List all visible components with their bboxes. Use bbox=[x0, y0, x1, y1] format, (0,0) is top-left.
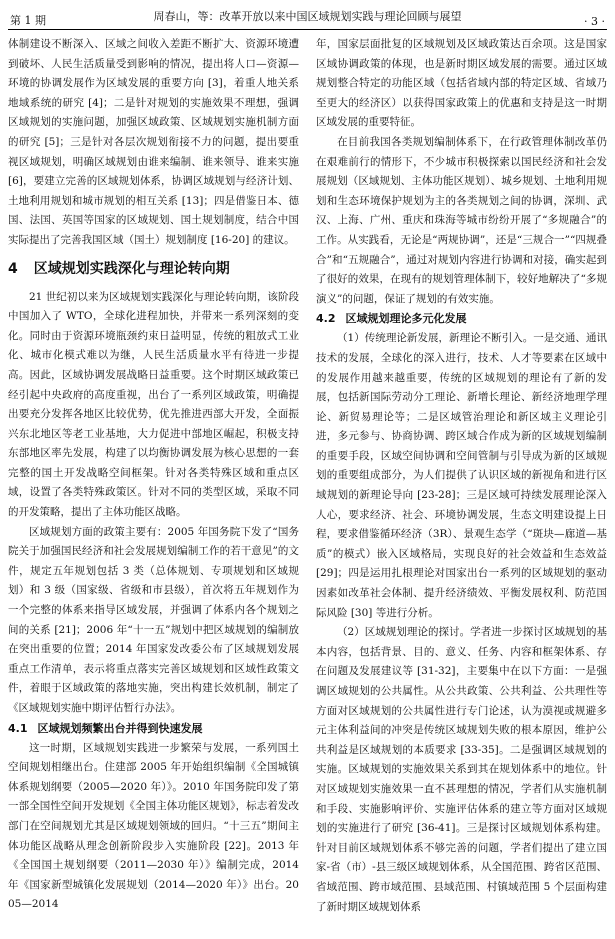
running-title: 周春山，等：改革开放以来中国区域规划实践与理论回顾与展望 bbox=[153, 10, 462, 23]
subsection-number: 4.2 bbox=[316, 312, 336, 326]
subsection-heading bbox=[316, 309, 607, 329]
paragraph: 在目前我国各类规划编制体系下，在行政管理体制改革仍在艰难前行的情形下，不少城市积极探索以国民经济和社会发展规划（区域规划、主体功能区规划）、城乡规划、土地利用规划和生态环境保护规划为主的各类规划之间的协调，深圳、武汉、上海、广州、重庆和珠海等城市纷纷开展了“多规融合”的工作。从实践看，无论是“两规协调”，还是“三规合一”“四规叠合”和“五规融合”，通过对规划内容进行协调和对接，确实起到了很好的效果，在现有的规划管理体制下，较好地解决了“多规演义”的问题，保证了规划的有效实施。 bbox=[316, 135, 607, 305]
journal-issue: 第 1 期 bbox=[10, 14, 46, 27]
page-header bbox=[10, 8, 605, 28]
header-rule bbox=[8, 29, 607, 30]
paragraph: （2）区域规划理论的探讨。学者进一步探讨区域规划的基本内容，包括背景、目的、意义、任务、内容和框架体系、存在问题及发展建议等 [31-32]，主要集中在以下方面：一是强调区域规划的公共属性。从公共政策、公共利益、公共理性等方面对区域规划的公共属性进行专门论述，认为漠视或规避多元主体利益间的冲突是传统区域规划失败的根本原因，维护公共利益是区域规划的本质要求 [33-35]。二是强调区域规划的实施。区域规划的实施效果关系到其在规划体系中的地位。针对区域规划实施效果一直不甚理想的情况，学者们从实施机制和手段、实施影响评价、实施评估体系的建立等方面对区域规划的实施进行了研究 [36-41]。三是探讨区域规划体系构建。针对目前区域规划体系不够完善的问题，学者们提出了建立国家-省（市）-县三级区域规划体系，从全国范围、跨省区范围、省域范围、跨市域范围、县域范围、村镇域范围 5 个层面构建了新时期区域规划体系 bbox=[316, 626, 607, 913]
paragraph: 这一时期，区域规划实践进一步繁荣与发展，一系列国土空间规划相继出台。住建部 2005 年开始组织编制《全国城镇体系规划纲要（2005—2020 年）》。2010 年国务院印发了第一部全国性空间开发规划《全国主体功能区规划》，标志着发改部门在空间规划尤其是区域规划领域的回归。“十三五”期间主体功能区战略从理念创新阶段步入实施阶段 [22]。2013 年《全国国土规划纲要（2011—2030 年）》编制完成，2014 年《国家新型城镇化发展规划（2014—2020 年）》出台。2005—2014 bbox=[8, 741, 299, 911]
paragraph: 区域规划方面的政策主要有：2005 年国务院下发了“国务院关于加强国民经济和社会发展规划编制工作的若干意见”的文件，规定五年规划包括 3 类（总体规划、专项规划和区域规划）和 3 级（国家级、省级和市县级），首次将五年规划作为一个完整的体系来指导区域发展，并强调了体系内各个规划之间的关系 [21]；2006 年“十一五”规划中把区域规划的编制放在突出重要的位置；2014 年国家发改委公布了区域规划发展重点工作清单，表示将重点落实完善区域规划和区域性政策文件，着眼于区域政策的落地实施，突出构建长效机制，制定了《区域规划实施中期评估暂行办法》。 bbox=[8, 525, 299, 714]
right-column bbox=[316, 35, 607, 917]
section-title: 区域规划实践深化与理论转向期 bbox=[33, 260, 230, 277]
paragraph: 21 世纪初以来为区域规划实践深化与理论转向期，该阶段中国加入了 WTO，全球化进程加快，并带来一系列深刻的变化。同时由于资源环境瓶颈约束日益明显，传统的粗放式工业化、城市化模式难以为继，人民生活质量水平有待进一步提高。因此，区域协调发展战略日益重要。这个时期区域政策已经引起中央政府的高度重视，出台了一系列区域政策，明确提出要充分发挥各地区比较优势，优先推进西部大开发，全面振兴东北地区等老工业基地，大力促进中部地区崛起，积极支持东部地区率先发展，构建了以均衡协调发展为核心思想的一套完整的国土开发战略空间框架。针对各类特殊区域和重点区域，设置了各类特殊政策区。针对不同的类型区域，采取不同的开发策略，提出了主体功能区战略。 bbox=[8, 290, 299, 519]
paragraph: （1）传统理论新发展，新理论不断引入。一是交通、通讯技术的发展，全球化的深入进行，技术、人才等要素在区域中的发展作用越来越重要，传统的区域规划的理论有了新的发展，包括新国际劳动分工理论、新增长理论、新经济地理学理论、新贸易理论等；二是区域管治理论和新区域主义理论引进，多元参与、协商协调、跨区域合作成为新的区域规划编制的重要手段，区域空间协调和空间管制与引导成为新的区域规划的重要组成部分，为人们提供了认识区域的新视角和进行区域规划的新理论导向 [23-28]；三是区域可持续发展理论深入人心，要求经济、社会、环境协调发展，生态文明建设提上日程，要求借鉴循环经济（3R）、景观生态学（“斑块—廊道—基质”的模式）嵌入区域格局，实现良好的社会效益和生态效益 [29]；四是运用扎根理论对国家出台一系列的区域规划的驱动因素如改革社会体制、提升经济绩效、平衡发展权利、防范国际风险 [30] 等进行分析。 bbox=[316, 332, 607, 619]
section-heading bbox=[8, 257, 299, 281]
section-number: 4 bbox=[8, 260, 18, 277]
paragraph: 体制建设不断深入、区域之间收入差距不断扩大、资源环境遭到破坏、人民生活质量受到影响的情况，提出将人口—资源—环境的协调发展作为区域发展的重要方向 [3]，着重人地关系地域系统的研究 [4]；二是针对规划的实施效果不理想，强调区域规划的实施问题，加强区域政策、区域规划实施机制方面的研究 [5]；三是针对各层次规划衔接不力的问题，提出要重视区域规划，明确区域规划由谁来编制、谁来领导、谁来实施 [6]，要建立完善的区域规划体系，协调区域规划与经济计划、土地利用规划和城市规划的相互关系 [13]；四是借鉴日本、德国、法国、英国等国家的区域规划、国土规划制度，结合中国实际提出了完善我国区域（国土）规划制度 [16-20] 的建议。 bbox=[8, 38, 299, 246]
subsection-title: 区域规划理论多元化发展 bbox=[345, 312, 467, 326]
paragraph: 年，国家层面批复的区域规划及区域政策达百余项。这是国家区域协调政策的体现，也是新时期区域发展的需要。通过区域规划整合特定的功能区域（包括省域内部的特定区域、省域乃至更大的经济区）以获得国家政策上的优惠和支持是这一时期区域发展的重要特征。 bbox=[316, 38, 607, 129]
subsection-heading bbox=[8, 719, 299, 739]
page-number: · 3 · bbox=[584, 15, 605, 28]
subsection-title: 区域规划频繁出台并得到快速发展 bbox=[37, 721, 203, 735]
left-column bbox=[8, 35, 299, 915]
subsection-number: 4.1 bbox=[8, 721, 28, 735]
